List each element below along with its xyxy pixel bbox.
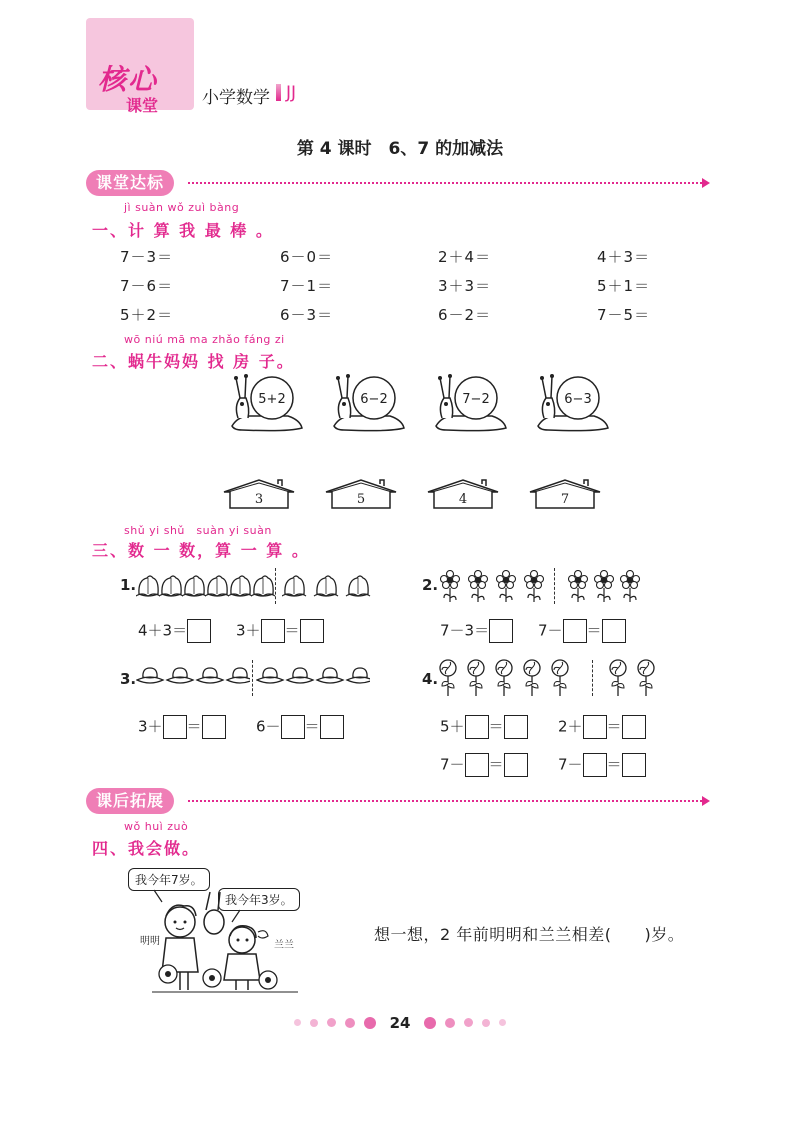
- q3-pinyin: shǔ yi shǔ suàn yi suàn: [124, 524, 272, 537]
- hat-icon-row: [136, 664, 250, 692]
- peach-group-right: [282, 572, 382, 602]
- hat-icon: [287, 668, 313, 683]
- answer-box[interactable]: [602, 619, 626, 643]
- decor-dot: [345, 1018, 355, 1028]
- peach-icon: [182, 576, 206, 596]
- equals-sign: ＝: [488, 755, 504, 774]
- q1-equation: 7－3＝: [120, 248, 174, 266]
- answer-box[interactable]: [465, 715, 489, 739]
- decor-dot: [499, 1019, 506, 1026]
- peach-icon: [314, 576, 338, 596]
- answer-box[interactable]: [261, 619, 285, 643]
- house-icon: [324, 478, 398, 510]
- speech-bubble: 我今年3岁。: [218, 888, 300, 911]
- item-number: 2.: [422, 576, 439, 594]
- equals-sign: ＝: [586, 621, 602, 640]
- answer-line: [256, 714, 344, 739]
- hat-icon: [227, 668, 250, 683]
- hat-group-left: [136, 664, 250, 692]
- answer-line: [440, 618, 513, 643]
- group-divider: [554, 568, 555, 604]
- peach-icon: [159, 576, 183, 596]
- subject-divider: [276, 84, 281, 101]
- peach-icon: [228, 576, 252, 596]
- answer-box[interactable]: [489, 619, 513, 643]
- peach-icon-row: [282, 572, 382, 602]
- answer-box[interactable]: [163, 715, 187, 739]
- flower-icon: [441, 571, 460, 603]
- flower-icon-row: [568, 570, 648, 604]
- lollipop-icon: [468, 660, 484, 696]
- answer-box[interactable]: [281, 715, 305, 739]
- decor-dot: [310, 1019, 318, 1027]
- answer-line: [138, 714, 226, 739]
- house-label: 3: [254, 492, 264, 507]
- q1-equation: 7－6＝: [120, 277, 174, 295]
- children-illustration: [122, 862, 308, 1000]
- answer-line: [440, 752, 528, 777]
- hat-group-right: [256, 664, 370, 692]
- decor-dot: [364, 1017, 376, 1029]
- house-label: 4: [458, 492, 468, 507]
- decor-dot: [294, 1019, 301, 1026]
- publisher-logo: [86, 18, 194, 115]
- q1-pinyin: jì suàn wǒ zuì bàng: [124, 201, 240, 214]
- expression-text: 7－: [440, 755, 465, 774]
- decor-dot: [424, 1017, 436, 1029]
- lollipop-group-left: [438, 658, 584, 698]
- arrow-right-icon: [702, 178, 710, 188]
- equals-sign: ＝: [284, 621, 300, 640]
- logo-text-sub: 课堂: [126, 96, 159, 115]
- q2-title: 二、蜗牛妈妈 找 房 子。: [92, 352, 295, 371]
- decor-dot: [327, 1018, 336, 1027]
- snail-icon: [228, 372, 308, 434]
- q1-equation: 7－5＝: [597, 306, 651, 324]
- flower-icon: [525, 571, 544, 603]
- series-label: JJ: [286, 83, 297, 103]
- section-banner-extend: 课后拓展: [86, 788, 174, 814]
- q3-title: 三、数 一 数，算 一 算 。: [92, 541, 310, 560]
- snail-icon: [432, 372, 512, 434]
- peach-icon: [205, 576, 229, 596]
- q4-question: 想一想，2 年前明明和兰兰相差( )岁。: [374, 925, 685, 944]
- answer-box[interactable]: [187, 619, 211, 643]
- speech-bubble: 我今年7岁。: [128, 868, 210, 891]
- flower-icon: [569, 571, 588, 603]
- answer-box[interactable]: [583, 715, 607, 739]
- answer-box[interactable]: [563, 619, 587, 643]
- q1-equation: 5＋1＝: [597, 277, 651, 295]
- expression-text: 3＋: [236, 621, 261, 640]
- lollipop-icon: [610, 660, 626, 696]
- equals-sign: ＝: [304, 717, 320, 736]
- group-divider: [252, 660, 253, 696]
- house-icon: [426, 478, 500, 510]
- expression-text: 7－: [538, 621, 563, 640]
- hat-icon: [347, 668, 370, 683]
- q1-equation: 6－3＝: [280, 306, 334, 324]
- logo-text-main: 核心: [98, 63, 159, 96]
- kids-drawing-icon: [122, 862, 308, 1000]
- equals-sign: ＝: [606, 755, 622, 774]
- group-divider: [592, 660, 593, 696]
- hat-icon: [197, 668, 223, 683]
- answer-box[interactable]: [202, 715, 226, 739]
- flower-icon-row: [440, 570, 552, 604]
- answer-box[interactable]: [504, 715, 528, 739]
- decor-dot: [464, 1018, 473, 1027]
- expression-text: 5＋: [440, 717, 465, 736]
- section-divider: [188, 182, 702, 184]
- group-divider: [275, 568, 276, 604]
- arrow-right-icon: [702, 796, 710, 806]
- hat-icon-row: [256, 664, 370, 692]
- answer-box[interactable]: [465, 753, 489, 777]
- q1-equation: 4＋3＝: [597, 248, 651, 266]
- answer-line: [558, 714, 646, 739]
- snail-label: 5+2: [258, 392, 286, 407]
- answer-box[interactable]: [583, 753, 607, 777]
- expression-text: 7－3＝: [440, 621, 490, 640]
- lollipop-icon-row: [438, 658, 584, 698]
- q1-title: 一、计 算 我 最 棒 。: [92, 221, 274, 240]
- item-number: 1.: [120, 576, 137, 594]
- expression-text: 3＋: [138, 717, 163, 736]
- answer-line: [236, 618, 324, 643]
- peach-group-left: [136, 572, 276, 602]
- answer-line: [440, 714, 528, 739]
- lollipop-icon: [440, 660, 456, 696]
- equals-sign: ＝: [488, 717, 504, 736]
- answer-box[interactable]: [622, 753, 646, 777]
- peach-icon-row: [136, 572, 276, 602]
- equals-sign: ＝: [606, 717, 622, 736]
- flower-icon: [469, 571, 488, 603]
- q1-equation: 6－0＝: [280, 248, 334, 266]
- q1-equation: 7－1＝: [280, 277, 334, 295]
- snail-label: 6−2: [360, 392, 388, 407]
- snail-label: 6−3: [564, 392, 592, 407]
- q4-pinyin: wǒ huì zuò: [124, 820, 189, 833]
- answer-line: [138, 618, 211, 643]
- decor-dot: [445, 1018, 455, 1028]
- hat-icon: [167, 668, 193, 683]
- flower-group-left: [440, 570, 552, 604]
- hat-icon: [317, 668, 343, 683]
- lollipop-icon: [496, 660, 512, 696]
- page-number-area: [0, 1012, 800, 1032]
- lollipop-icon: [638, 660, 654, 696]
- snail-icon: [330, 372, 410, 434]
- answer-line: [558, 752, 646, 777]
- hat-icon: [137, 668, 163, 683]
- expression-text: 6－: [256, 717, 281, 736]
- peach-icon: [346, 576, 370, 596]
- house-label: 5: [356, 492, 366, 507]
- name-label: 兰兰: [274, 940, 294, 951]
- peach-icon: [251, 576, 275, 596]
- house-icon: [528, 478, 602, 510]
- q1-equation: 5＋2＝: [120, 306, 174, 324]
- flower-icon: [595, 571, 614, 603]
- answer-box[interactable]: [300, 619, 324, 643]
- answer-line: [538, 618, 626, 643]
- peach-icon: [136, 576, 160, 596]
- item-number: 4.: [422, 670, 439, 688]
- snail-label: 7−2: [462, 392, 490, 407]
- q1-equation: 6－2＝: [438, 306, 492, 324]
- expression-text: 7－: [558, 755, 583, 774]
- answer-box[interactable]: [504, 753, 528, 777]
- lollipop-group-right: [608, 658, 668, 698]
- expression-text: 4＋3＝: [138, 621, 188, 640]
- flower-icon: [497, 571, 516, 603]
- q4-title: 四、我会做。: [92, 839, 201, 858]
- answer-box[interactable]: [622, 715, 646, 739]
- q1-equation: 2＋4＝: [438, 248, 492, 266]
- house-icon: [222, 478, 296, 510]
- subject-label: 小学数学: [202, 88, 270, 108]
- flower-group-right: [568, 570, 648, 604]
- snail-icon: [534, 372, 614, 434]
- name-label: 明明: [140, 936, 160, 947]
- answer-box[interactable]: [320, 715, 344, 739]
- item-number: 3.: [120, 670, 137, 688]
- q1-equation: 3＋3＝: [438, 277, 492, 295]
- lollipop-icon: [524, 660, 540, 696]
- expression-text: 2＋: [558, 717, 583, 736]
- lesson-title: 第 4 课时 6、7 的加减法: [296, 139, 504, 159]
- house-label: 7: [560, 492, 570, 507]
- peach-icon: [282, 576, 306, 596]
- hat-icon: [257, 668, 283, 683]
- q2-pinyin: wō niú mā ma zhǎo fáng zi: [124, 333, 285, 346]
- lollipop-icon: [552, 660, 568, 696]
- flower-icon: [621, 571, 640, 603]
- lollipop-icon-row: [608, 658, 668, 698]
- section-banner-class: 课堂达标: [86, 170, 174, 196]
- section-divider: [188, 800, 702, 802]
- equals-sign: ＝: [186, 717, 202, 736]
- page-number: 24: [389, 1013, 411, 1032]
- decor-dot: [482, 1019, 490, 1027]
